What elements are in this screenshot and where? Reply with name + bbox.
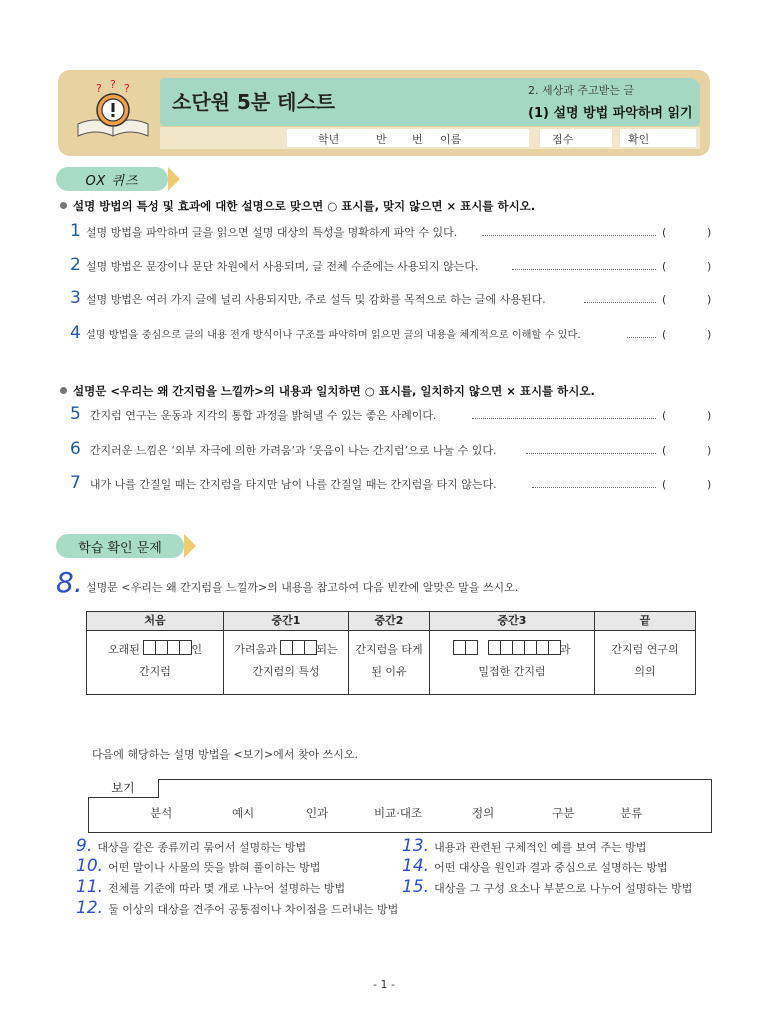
answer-paren-close: ): [707, 478, 712, 491]
question-text: 둘 이상의 대상을 견주어 공통점이나 차이점을 드러내는 방법: [108, 903, 399, 916]
dot-leader: [526, 453, 656, 454]
question-text: 어떤 대상을 원인과 결과 중심으로 설명하는 방법: [434, 861, 668, 874]
field-number-label: 번: [412, 133, 423, 146]
dot-leader: [512, 269, 656, 270]
question-number: 11.: [76, 877, 104, 897]
example-box-label: 보기: [88, 779, 159, 798]
study-check-pill: [56, 534, 184, 558]
answer-paren-close: ): [707, 293, 712, 306]
example-item: 비교·대조: [374, 806, 423, 820]
question-text: 설명 방법은 여러 가지 글에 널리 사용되지만, 주로 설득 및 감화를 목적으로 하는 글에 사용된다.: [85, 293, 546, 306]
list-item: [70, 323, 716, 343]
list-item: [76, 856, 320, 876]
bullet-icon: [60, 202, 67, 209]
table-cell: 과 밀접한 간지럼: [430, 639, 594, 683]
list-item: [76, 877, 345, 897]
question-number: 9.: [76, 836, 93, 856]
ox-quiz-label: OX 퀴즈: [85, 173, 139, 189]
question-number: 7: [70, 473, 81, 493]
answer-blank[interactable]: [465, 640, 478, 655]
question-text: 내용과 관련된 구체적인 예를 보여 주는 방법: [434, 841, 647, 854]
dot-leader: [627, 337, 656, 338]
table-header-cell: 처음: [87, 612, 223, 631]
score-field-box: [540, 129, 612, 147]
svg-text:?: ?: [110, 78, 116, 91]
answer-paren-open: (: [662, 260, 667, 273]
table-cell: 오래된 인 간지럼: [87, 639, 223, 683]
question-number: 5: [70, 404, 81, 424]
question-text: 대상을 같은 종류끼리 묶어서 설명하는 방법: [97, 841, 307, 854]
answer-paren-close: ): [707, 328, 712, 341]
list-item: [402, 877, 692, 897]
question-number: 3: [70, 288, 81, 308]
table-header-cell: 끝: [595, 612, 695, 631]
pill-tail-decoration: [184, 534, 196, 558]
table-cell: 간지럼 연구의 의의: [611, 643, 679, 678]
question-number: 10.: [76, 856, 104, 876]
svg-text:?: ?: [96, 82, 102, 95]
question-text: 설명 방법을 파악하며 글을 읽으면 설명 대상의 특성을 명확하게 파악 수 있다.: [85, 226, 458, 239]
field-score-label: 점수: [552, 133, 574, 146]
list-item: [76, 898, 398, 918]
question-number: 15.: [402, 877, 430, 897]
svg-text:?: ?: [124, 82, 130, 95]
pill-tail-decoration: [168, 167, 180, 191]
answer-paren-open: (: [662, 226, 667, 239]
page-title: 소단원 5분 테스트: [172, 90, 336, 114]
structure-table: [86, 611, 696, 695]
field-name-label: 이름: [440, 133, 462, 146]
table-header-cell: 중간1: [224, 612, 348, 631]
answer-paren-open: (: [662, 328, 667, 341]
unit-label: 2. 세상과 주고받는 글: [528, 84, 634, 97]
table-header-cell: 중간3: [430, 612, 594, 631]
list-item: [70, 439, 716, 459]
question-8-number: 8.: [56, 566, 83, 599]
question-text: 설명 방법은 문장이나 문단 차원에서 사용되며, 글 전체 수준에는 사용되지 않는다.: [85, 260, 479, 273]
example-item: 분석: [150, 806, 173, 820]
question-8-text: 설명문 <우리는 왜 간지럼을 느낄까>의 내용을 참고하여 다음 빈칸에 알맞은 말을 쓰시오.: [86, 581, 519, 594]
table-cell: 간지럼을 타게 된 이유: [355, 643, 423, 678]
study-check-label: 학습 확인 문제: [78, 540, 162, 556]
question-number: 1: [70, 221, 81, 241]
answer-paren-open: (: [662, 409, 667, 422]
answer-paren-open: (: [662, 293, 667, 306]
list-item: [402, 856, 668, 876]
question-text: 내가 나를 간질일 때는 간지럼을 타지만 남이 나를 간질일 때는 간지럼을 타지 않는다.: [89, 478, 497, 491]
field-check-label: 확인: [628, 133, 650, 146]
question-text: 설명 방법을 중심으로 글의 내용 전개 방식이나 구조를 파악하며 읽으면 글의 내용을 체계적으로 이해할 수 있다.: [85, 330, 581, 341]
example-item: 인과: [306, 806, 329, 820]
question-number: 14.: [402, 856, 430, 876]
field-class-label: 반: [376, 133, 387, 146]
answer-paren-close: ): [707, 409, 712, 422]
question-number: 12.: [76, 898, 104, 918]
instruction-1: 설명 방법의 특성 및 효과에 대한 설명으로 맞으면 ○ 표시를, 맞지 않으면 × 표시를 하시오.: [60, 198, 535, 214]
subunit-label: (1) 설명 방법 파악하며 읽기: [528, 106, 693, 121]
answer-paren-open: (: [662, 478, 667, 491]
question-number: 13.: [402, 836, 430, 856]
answer-paren-close: ): [707, 226, 712, 239]
dot-leader: [584, 302, 656, 303]
ox-quiz-pill: [56, 167, 168, 191]
list-item: [70, 473, 716, 493]
example-item: 구분: [552, 806, 575, 820]
question-text: 대상을 그 구성 요소나 부분으로 나누어 설명하는 방법: [434, 882, 693, 895]
answer-paren-close: ): [707, 444, 712, 457]
book-exclamation-icon: [70, 78, 156, 148]
dot-leader: [482, 235, 656, 236]
instruction-3: 다음에 해당하는 설명 방법을 <보기>에서 찾아 쓰시오.: [92, 748, 359, 761]
list-item: [70, 288, 716, 308]
answer-paren-open: (: [662, 444, 667, 457]
question-text: 간지럼 연구는 운동과 지각의 통합 과정을 밝혀낼 수 있는 좋은 사례이다.: [89, 409, 437, 422]
question-number: 4: [70, 323, 81, 343]
table-header-cell: 중간2: [349, 612, 429, 631]
list-item: [402, 836, 646, 856]
bullet-icon: [60, 387, 67, 394]
example-item: 분류: [620, 806, 643, 820]
example-item: 예시: [232, 806, 255, 820]
dot-leader: [532, 487, 656, 488]
list-item: [70, 404, 716, 424]
dot-leader: [472, 418, 656, 419]
instruction-2: 설명문 <우리는 왜 간지럼을 느낄까>의 내용과 일치하면 ○ 표시를, 일치하지 않으면 × 표시를 하시오.: [60, 383, 595, 399]
field-grade-label: 학년: [318, 133, 340, 146]
example-item: 정의: [472, 806, 495, 820]
list-item: [70, 221, 716, 241]
table-cell: 가려움과 되는 간지럼의 특성: [224, 639, 348, 683]
page-number: - 1 -: [373, 978, 395, 991]
question-text: 어떤 말이나 사물의 뜻을 밝혀 풀이하는 방법: [108, 861, 321, 874]
question-text: 간지러운 느낌은 ‘외부 자극에 의한 가려움’과 ‘웃음이 나는 간지럼’으로 나눌 수 있다.: [89, 444, 497, 457]
question-number: 6: [70, 439, 81, 459]
question-number: 2: [70, 255, 81, 275]
answer-paren-close: ): [707, 260, 712, 273]
question-text: 전체를 기준에 따라 몇 개로 나누어 설명하는 방법: [108, 882, 346, 895]
list-item: [70, 255, 716, 275]
list-item: [76, 836, 306, 856]
